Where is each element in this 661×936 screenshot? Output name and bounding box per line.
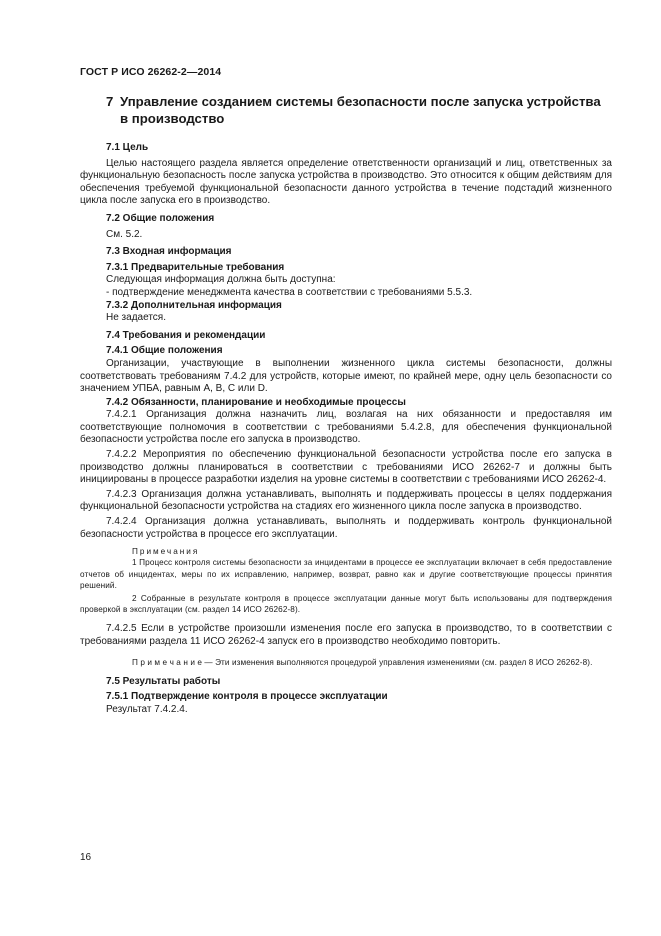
section-7-3-2-heading: 7.3.2 Дополнительная информация bbox=[106, 299, 282, 311]
chapter-title: Управление созданием системы безопасности после запуска устройства в производство bbox=[120, 94, 601, 126]
section-7-4-1-text: Организации, участвующие в выполнении жизненного цикла системы безопасности, должны соответствовать требованиям 7.4.2 для устройств, которые имеют, по крайней мере, одну цель безопасности со значением УПБА, равным А, В, С или D. bbox=[80, 357, 612, 395]
section-7-3-2-text: Не задается. bbox=[106, 312, 166, 324]
section-7-4-2-4-text: 7.4.2.4 Организация должна устанавливать, выполнять и поддерживать контроль функциональной безопасности устройства в процессе его эксплуатации. bbox=[80, 516, 612, 540]
chapter-heading bbox=[80, 94, 612, 127]
section-7-4-2-heading: 7.4.2 Обязанности, планирование и необходимые процессы bbox=[106, 396, 406, 408]
section-7-2-heading: 7.2 Общие положения bbox=[106, 212, 215, 224]
document-body bbox=[80, 94, 612, 717]
section-7-4-2-5-text: 7.4.2.5 Если в устройстве произошли изменения после его запуска в производство, то в соответствии с требованиями раздела 11 ИСО 26262-4 запуск его в производство необходимо повторить. bbox=[80, 623, 612, 648]
note-2: 2 Собранные в результате контроля в процессе эксплуатации данные могут быть использованы для подтверждения проверкой в эксплуатации (см. раздел 14 ИСО 26262-8). bbox=[80, 594, 612, 615]
section-7-5-1-heading: 7.5.1 Подтверждение контроля в процессе эксплуатации bbox=[106, 691, 388, 703]
section-7-5-heading: 7.5 Результаты работы bbox=[106, 675, 221, 687]
note-3: П р и м е ч а н и е — Эти изменения выполняются процедурой управления изменениями (см. раздел 8 ИСО 26262-8). bbox=[132, 657, 593, 667]
section-7-4-2-3-text: 7.4.2.3 Организация должна устанавливать, выполнять и поддерживать процессы в целях поддержания функциональной безопасности устройства на стадиях его жизненного цикла после запуска в производство. bbox=[80, 488, 612, 513]
chapter-number: 7 bbox=[106, 94, 114, 109]
note-1: 1 Процесс контроля системы безопасности за инцидентами в процессе ее эксплуатации включает в себя предоставление отчетов об инцидентах, меры по их исправлению, например, возврат, равно как и другие соответствующие процессы принятия решений. bbox=[80, 558, 612, 590]
section-7-1-heading: 7.1 Цель bbox=[106, 142, 149, 153]
section-7-3-1-heading: 7.3.1 Предварительные требования bbox=[106, 261, 285, 273]
section-7-4-1-heading: 7.4.1 Общие положения bbox=[106, 345, 223, 357]
section-7-2-text: См. 5.2. bbox=[106, 228, 143, 240]
notes-title: Примечания bbox=[132, 547, 200, 557]
section-7-5-1-text: Результат 7.4.2.4. bbox=[106, 704, 188, 716]
section-7-1-text: Целью настоящего раздела является определение ответственности организаций и лиц, ответственных за функциональную безопасность после запуска устройства в производство. Это относится к общим действиям для обеспечения требуемой функциональной безопасности данного устройства в течение подстадий жизненного цикла после запуска его в производство. bbox=[80, 157, 612, 207]
section-7-4-heading: 7.4 Требования и рекомендации bbox=[106, 329, 266, 341]
section-7-3-heading: 7.3 Входная информация bbox=[106, 246, 232, 258]
section-7-4-2-2-text: 7.4.2.2 Мероприятия по обеспечению функциональной безопасности устройства после его запуска в производство должны планироваться в соответствии с требованиями ИСО 26262-7 и должны быть инициированы в процессе разработки изделия на уровне системы в соответствии с требованиями ИСО 26262-4. bbox=[80, 449, 612, 486]
section-7-3-1-list-item: - подтверждение менеджмента качества в соответствии с требованиями 5.5.3. bbox=[106, 286, 473, 298]
section-7-3-1-text: Следующая информация должна быть доступна: bbox=[106, 274, 336, 286]
document-header: ГОСТ Р ИСО 26262-2—2014 bbox=[80, 66, 222, 78]
section-7-4-2-1-text: 7.4.2.1 Организация должна назначить лиц, возлагая на них обязанности и предоставляя им соответствующие полномочия в соответствии с требованиями 5.4.2.8, для обеспечения функциональной безопасности устройства после его запуска в производство. bbox=[80, 409, 612, 446]
page-number: 16 bbox=[80, 852, 92, 863]
